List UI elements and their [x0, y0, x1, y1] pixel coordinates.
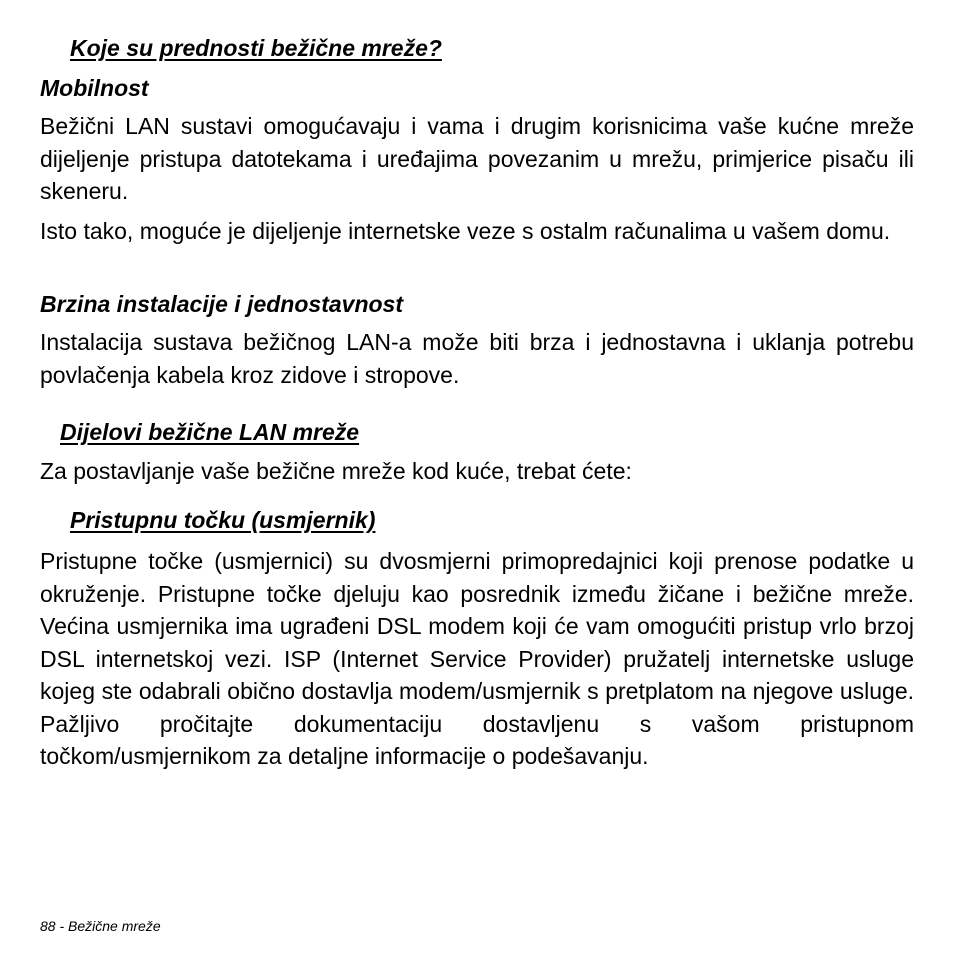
paragraph-mobility-2: Isto tako, moguće je dijeljenje internetske veze s ostalm računalima u vašem domu. — [40, 218, 891, 244]
page-footer: 88 - Bežične mreže — [40, 918, 161, 934]
section-title-access-point: Pristupnu točku (usmjernik) — [70, 507, 376, 533]
paragraph-components-intro: Za postavljanje vaše bežične mreže kod kuće, trebat ćete: — [40, 458, 632, 484]
paragraph-mobility-1: Bežični LAN sustavi omogućavaju i vama i drugim korisnicima vaše kućne mreže dijeljenje pristupa datotekama i uređajima povezanim u mrežu, primjerice pisaču ili skeneru. — [40, 113, 914, 204]
paragraph-access-point: Pristupne točke (usmjernici) su dvosmjerni primopredajnici koji prenose podatke u okruženje. Pristupne točke djeluju kao posrednik između žičane i bežične mreže. Većina usmjernika ima ugrađeni DSL modem koji će vam omogućiti pristup vrlo brzoj DSL internetskoj vezi. ISP (Internet Service Provider) pružatelj internetske usluge kojeg ste odabrali obično dostavlja modem/usmjernik s pretplatom na njegove usluge. Pažljivo pročitajte dokumentaciju dostavljenu s vašom pristupnom točkom/usmjernikom za detaljne informacije o podešavanju. — [40, 548, 914, 769]
subheading-mobility: Mobilnost — [40, 75, 149, 101]
section-title-advantages: Koje su prednosti bežične mreže? — [70, 35, 442, 61]
paragraph-installation: Instalacija sustava bežičnog LAN-a može biti brza i jednostavna i uklanja potrebu povlačenja kabela kroz zidove i stropove. — [40, 329, 914, 388]
section-title-components: Dijelovi bežične LAN mreže — [60, 419, 360, 445]
subheading-installation: Brzina instalacije i jednostavnost — [40, 291, 403, 317]
